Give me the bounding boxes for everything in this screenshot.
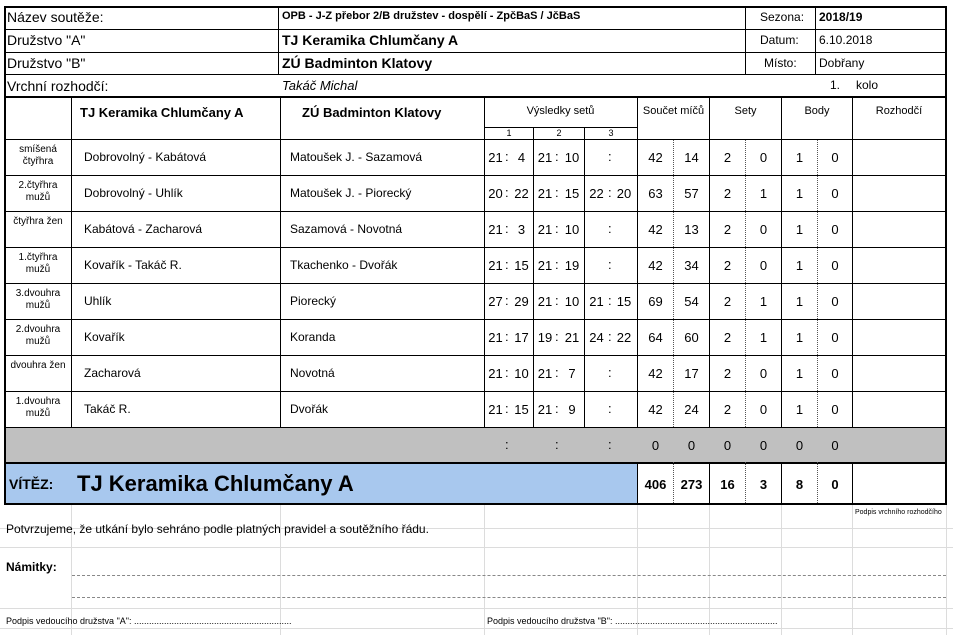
sets-a: 2 — [723, 222, 732, 237]
set2-b: 9 — [568, 402, 576, 417]
score-separator: : — [608, 221, 612, 236]
player-a: Uhlík — [84, 294, 112, 308]
player-b: Matoušek J. - Sazamová — [290, 150, 423, 164]
body-b: 0 — [831, 330, 839, 345]
points-a: 42 — [648, 150, 663, 165]
player-a: Kovařík - Takáč R. — [84, 258, 182, 272]
col-body: Body — [804, 105, 830, 117]
points-a: 64 — [648, 330, 663, 345]
winner-sets-b: 3 — [759, 477, 768, 492]
confirmation-text: Potvrzujeme, že utkání bylo sehráno podle platných pravidel a soutěžního řádu. — [6, 522, 429, 536]
points-b: 14 — [684, 150, 699, 165]
set1-a: 21 — [488, 150, 503, 165]
set1-b: 10 — [514, 366, 529, 381]
set2-a: 21 — [537, 258, 553, 273]
score-separator: : — [505, 149, 509, 164]
score-separator: : — [608, 401, 612, 416]
body-a: 1 — [795, 222, 804, 237]
set2-b: 10 — [564, 294, 580, 309]
set2-b: 15 — [564, 186, 580, 201]
player-b: Novotná — [290, 366, 335, 380]
score-separator: : — [608, 329, 612, 344]
round-label: kolo — [856, 78, 879, 92]
sets-b: 0 — [759, 258, 768, 273]
sets-a: 2 — [723, 330, 732, 345]
player-b: Sazamová - Novotná — [290, 222, 403, 236]
body-b: 0 — [831, 186, 839, 201]
player-b: Matoušek J. - Piorecký — [290, 186, 412, 200]
sets-a: 2 — [723, 294, 732, 309]
set1-a: 21 — [488, 258, 503, 273]
score-separator: : — [505, 257, 509, 272]
points-a: 42 — [648, 402, 663, 417]
player-a: Zacharová — [84, 366, 141, 380]
points-a: 69 — [648, 294, 663, 309]
body-b: 0 — [831, 402, 839, 417]
team-b-label: Družstvo "B" — [7, 55, 86, 71]
player-b: Piorecký — [290, 294, 337, 308]
place-label: Místo: — [764, 56, 797, 70]
winner-sets-a: 16 — [720, 477, 735, 492]
col-set3: 3 — [608, 128, 614, 138]
sets-b: 1 — [759, 186, 768, 201]
place-value: Dobřany — [819, 56, 865, 70]
match-type: 2.dvouhra mužů — [15, 324, 61, 347]
score-separator: : — [555, 401, 559, 416]
col-umpire: Rozhodčí — [875, 105, 923, 117]
body-b: 0 — [831, 366, 839, 381]
sets-b: 0 — [759, 438, 768, 453]
set2-b: 21 — [564, 330, 580, 345]
set1-a: 21 — [488, 402, 503, 417]
score-separator: : — [608, 437, 612, 452]
winner-label: VÍTĚZ: — [9, 476, 54, 492]
body-a: 1 — [795, 366, 804, 381]
points-b: 57 — [684, 186, 699, 201]
col-sets: Sety — [734, 105, 757, 117]
score-separator: : — [505, 293, 509, 308]
score-separator: : — [505, 401, 509, 416]
season-value: 2018/19 — [819, 10, 863, 24]
player-a: Takáč R. — [84, 402, 131, 416]
set2-a: 21 — [537, 294, 553, 309]
team-a-value: TJ Keramika Chlumčany A — [282, 32, 459, 48]
player-b: Koranda — [290, 330, 336, 344]
date-value: 6.10.2018 — [819, 33, 873, 47]
sign-a-label: Podpis vedoucího družstva "A": ............................................................... — [6, 616, 292, 626]
set1-a: 21 — [488, 222, 503, 237]
set1-a: 21 — [488, 330, 503, 345]
sets-a: 2 — [723, 150, 732, 165]
sets-b: 1 — [759, 330, 768, 345]
match-type: 3.dvouhra mužů — [15, 288, 61, 311]
set1-b: 4 — [517, 150, 526, 165]
col-set2: 2 — [556, 128, 562, 138]
match-type: 1.dvouhra mužů — [15, 396, 61, 419]
set1-b: 29 — [514, 294, 529, 309]
score-separator: : — [555, 257, 559, 272]
body-b: 0 — [831, 258, 839, 273]
body-a: 1 — [795, 186, 804, 201]
score-separator: : — [505, 329, 509, 344]
player-a: Dobrovolný - Kabátová — [84, 150, 207, 164]
score-separator: : — [608, 149, 612, 164]
points-b: 17 — [684, 366, 699, 381]
set2-b: 19 — [564, 258, 580, 273]
remarks-line-2 — [72, 597, 946, 598]
set2-a: 21 — [537, 222, 553, 237]
set1-b: 15 — [514, 402, 529, 417]
points-b: 24 — [684, 402, 699, 417]
referee-label: Vrchní rozhodčí: — [7, 78, 109, 94]
body-a: 1 — [795, 330, 804, 345]
sets-b: 0 — [759, 366, 768, 381]
score-separator: : — [505, 437, 509, 452]
set2-a: 21 — [537, 186, 553, 201]
sign-b-label: Podpis vedoucího družstva "B": ................................................................. — [487, 616, 778, 626]
winner-body-a: 8 — [795, 477, 804, 492]
player-b: Tkachenko - Dvořák — [290, 258, 398, 272]
remarks-label: Námitky: — [6, 560, 57, 574]
set1-b: 17 — [514, 330, 529, 345]
sets-a: 2 — [723, 402, 732, 417]
sets-b: 1 — [759, 294, 768, 309]
score-separator: : — [608, 185, 612, 200]
sets-b: 0 — [759, 402, 768, 417]
body-a: 1 — [795, 402, 804, 417]
body-a: 1 — [795, 294, 804, 309]
match-type: 1.čtyřhra mužů — [18, 252, 58, 275]
set1-a: 21 — [488, 366, 503, 381]
set2-b: 10 — [564, 222, 580, 237]
sets-b: 0 — [759, 150, 768, 165]
score-separator: : — [608, 293, 612, 308]
match-type: čtyřhra žen — [13, 216, 63, 227]
match-type: smíšená čtyřhra — [19, 144, 57, 167]
body-b: 0 — [831, 150, 839, 165]
score-separator: : — [505, 221, 509, 236]
score-separator: : — [608, 365, 612, 380]
winner-body-b: 0 — [831, 477, 839, 492]
score-separator: : — [505, 185, 509, 200]
body-a: 0 — [795, 438, 804, 453]
set3-b: 22 — [616, 330, 632, 345]
score-separator: : — [555, 365, 559, 380]
points-b: 60 — [684, 330, 699, 345]
sets-a: 2 — [723, 186, 732, 201]
set2-a: 21 — [537, 366, 553, 381]
match-type: 2.čtyřhra mužů — [18, 180, 58, 203]
sets-b: 0 — [759, 222, 768, 237]
team-a-label: Družstvo "A" — [7, 32, 86, 48]
score-separator: : — [555, 185, 559, 200]
competition-value: OPB - J-Z přebor 2/B družstev - dospělí - ZpčBaS / JčBaS — [282, 10, 581, 22]
col-set1: 1 — [506, 128, 512, 138]
referee-signature-label: Podpis vrchního rozhodčího — [855, 509, 942, 516]
body-b: 0 — [831, 222, 839, 237]
points-b: 34 — [684, 258, 699, 273]
body-a: 1 — [795, 150, 804, 165]
points-a: 42 — [648, 258, 663, 273]
set1-b: 3 — [517, 222, 526, 237]
col-team-b: ZÚ Badminton Klatovy — [302, 105, 442, 120]
score-separator: : — [555, 329, 559, 344]
body-b: 0 — [831, 294, 839, 309]
points-a: 63 — [648, 186, 663, 201]
set1-a: 27 — [488, 294, 503, 309]
set1-b: 15 — [514, 258, 529, 273]
match-type: dvouhra žen — [10, 360, 66, 371]
col-set-results: Výsledky setů — [526, 105, 595, 117]
round-number: 1. — [830, 78, 841, 92]
set2-a: 21 — [537, 150, 553, 165]
set3-a: 21 — [589, 294, 604, 309]
set1-a: 20 — [488, 186, 503, 201]
points-b: 54 — [684, 294, 699, 309]
player-b: Dvořák — [290, 402, 329, 416]
col-points-sum: Součet míčů — [642, 105, 705, 117]
score-separator: : — [555, 149, 559, 164]
body-a: 1 — [795, 258, 804, 273]
set2-a: 21 — [537, 402, 553, 417]
set3-a: 24 — [589, 330, 604, 345]
sets-a: 0 — [723, 438, 732, 453]
sets-a: 2 — [723, 258, 732, 273]
referee-value: Takáč Michal — [282, 78, 358, 93]
competition-label: Název soutěže: — [7, 9, 104, 25]
set1-b: 22 — [514, 186, 529, 201]
winner-team: TJ Keramika Chlumčany A — [77, 471, 354, 496]
winner-points-a: 406 — [644, 477, 667, 492]
points-a: 42 — [648, 366, 663, 381]
set3-a: 22 — [589, 186, 604, 201]
score-separator: : — [505, 365, 509, 380]
points-b: 0 — [687, 438, 696, 453]
points-b: 13 — [684, 222, 699, 237]
sets-a: 2 — [723, 366, 732, 381]
team-b-value: ZÚ Badminton Klatovy — [282, 55, 433, 71]
player-a: Kabátová - Zacharová — [84, 222, 203, 236]
set2-b: 10 — [564, 150, 580, 165]
points-a: 42 — [648, 222, 663, 237]
body-b: 0 — [831, 438, 839, 453]
score-separator: : — [555, 293, 559, 308]
set3-b: 20 — [616, 186, 632, 201]
player-a: Dobrovolný - Uhlík — [84, 186, 183, 200]
score-separator: : — [555, 437, 559, 452]
set3-b: 15 — [616, 294, 632, 309]
score-separator: : — [608, 257, 612, 272]
set2-a: 19 — [537, 330, 553, 345]
remarks-line-1 — [72, 575, 946, 576]
set2-b: 7 — [568, 366, 576, 381]
winner-points-b: 273 — [680, 477, 703, 492]
season-label: Sezona: — [760, 10, 805, 24]
player-a: Kovařík — [84, 330, 125, 344]
score-separator: : — [555, 221, 559, 236]
points-a: 0 — [651, 438, 660, 453]
date-label: Datum: — [760, 33, 799, 47]
col-team-a: TJ Keramika Chlumčany A — [80, 105, 244, 120]
